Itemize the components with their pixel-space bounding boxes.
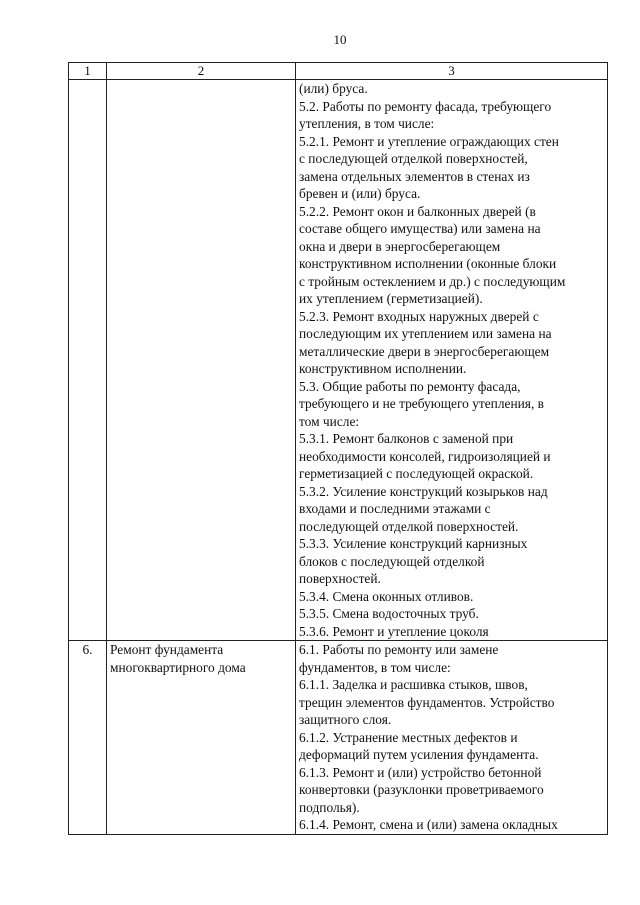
content-line: с тройным остеклением и др.) с последующим [299,273,566,289]
content-line: поверхностей. [299,571,381,586]
content-line: 5.2.2. Ремонт окон и балконных дверей (в [299,203,536,219]
content-line: 5.3.2. Усиление конструкций козырьков над [299,483,548,499]
content-line: 6.1.2. Устранение местных дефектов и [299,729,518,745]
table-row [69,80,608,641]
table-header-row [69,63,608,80]
work-name-line: многоквартирного дома [110,659,246,675]
content-line: конструктивном исполнении. [299,361,467,376]
content-line: последующей отделкой поверхностей. [299,518,519,534]
row-number-cell: 6. [69,641,107,835]
content-line: 6.1.4. Ремонт, смена и (или) замена окладных [299,817,558,832]
content-line: входами и последними этажами с [299,501,491,516]
content-line: бревен и (или) бруса. [299,186,421,201]
content-line: деформаций путем усиления фундамента. [299,747,539,762]
page-number: 10 [333,32,347,47]
content-line: защитного слоя. [299,712,392,727]
content-line: составе общего имущества) или замена на [299,221,541,236]
column-header-1: 1 [69,63,107,80]
content-line: 5.2. Работы по ремонту фасада, требующего [299,98,552,114]
content-line: 5.3.1. Ремонт балконов с заменой при [299,431,514,446]
content-line: 6.1. Работы по ремонту или замене [299,642,499,657]
content-line: металлические двери в энергосберегающем [299,343,550,359]
content-line: необходимости консолей, гидроизоляцией и [299,448,551,464]
work-content-cell [296,641,608,835]
content-line: конвертовки (разуклонки проветриваемого [299,782,544,797]
content-line: утепления, в том числе: [299,116,435,131]
content-line: требующего и не требующего утепления, в [299,396,544,411]
content-line: 5.3.3. Усиление конструкций карнизных [299,536,528,551]
work-name-cell [107,80,296,641]
content-line: блоков с последующей отделкой [299,553,485,569]
works-table [68,62,608,835]
content-line: 5.2.3. Ремонт входных наружных дверей с [299,308,539,324]
content-line: последующим их утеплением или замена на [299,326,552,341]
content-line: 6.1.1. Заделка и расшивка стыков, швов, [299,677,528,692]
work-content-cell [296,80,608,641]
content-line: 6.1.3. Ремонт и (или) устройство бетонной [299,764,542,780]
table-row [69,641,608,835]
content-line: конструктивном исполнении (оконные блоки [299,256,557,271]
content-line: том числе: [299,413,360,429]
content-line: подполья). [299,799,360,815]
content-line: 5.3.6. Ремонт и утепление цоколя [299,623,489,639]
column-header-3: 3 [296,63,608,80]
content-line: 5.2.1. Ремонт и утепление ограждающих стен [299,133,559,149]
content-line: их утеплением (герметизацией). [299,291,483,306]
content-line: замена отдельных элементов в стенах из [299,168,530,184]
column-header-2: 2 [107,63,296,80]
row-number-cell [69,80,107,641]
content-line: 5.3.4. Смена оконных отливов. [299,588,474,604]
content-line: (или) бруса. [299,81,368,96]
content-line: фундаментов, в том числе: [299,659,451,675]
content-line: трещин элементов фундаментов. Устройство [299,694,555,710]
content-line: герметизацией с последующей окраской. [299,466,534,481]
work-name-line: Ремонт фундамента [110,642,224,657]
content-line: с последующей отделкой поверхностей, [299,151,528,166]
content-line: окна и двери в энергосберегающем [299,238,501,254]
work-name-cell [107,641,296,835]
content-line: 5.3.5. Смена водосточных труб. [299,606,479,621]
content-line: 5.3. Общие работы по ремонту фасада, [299,378,521,394]
